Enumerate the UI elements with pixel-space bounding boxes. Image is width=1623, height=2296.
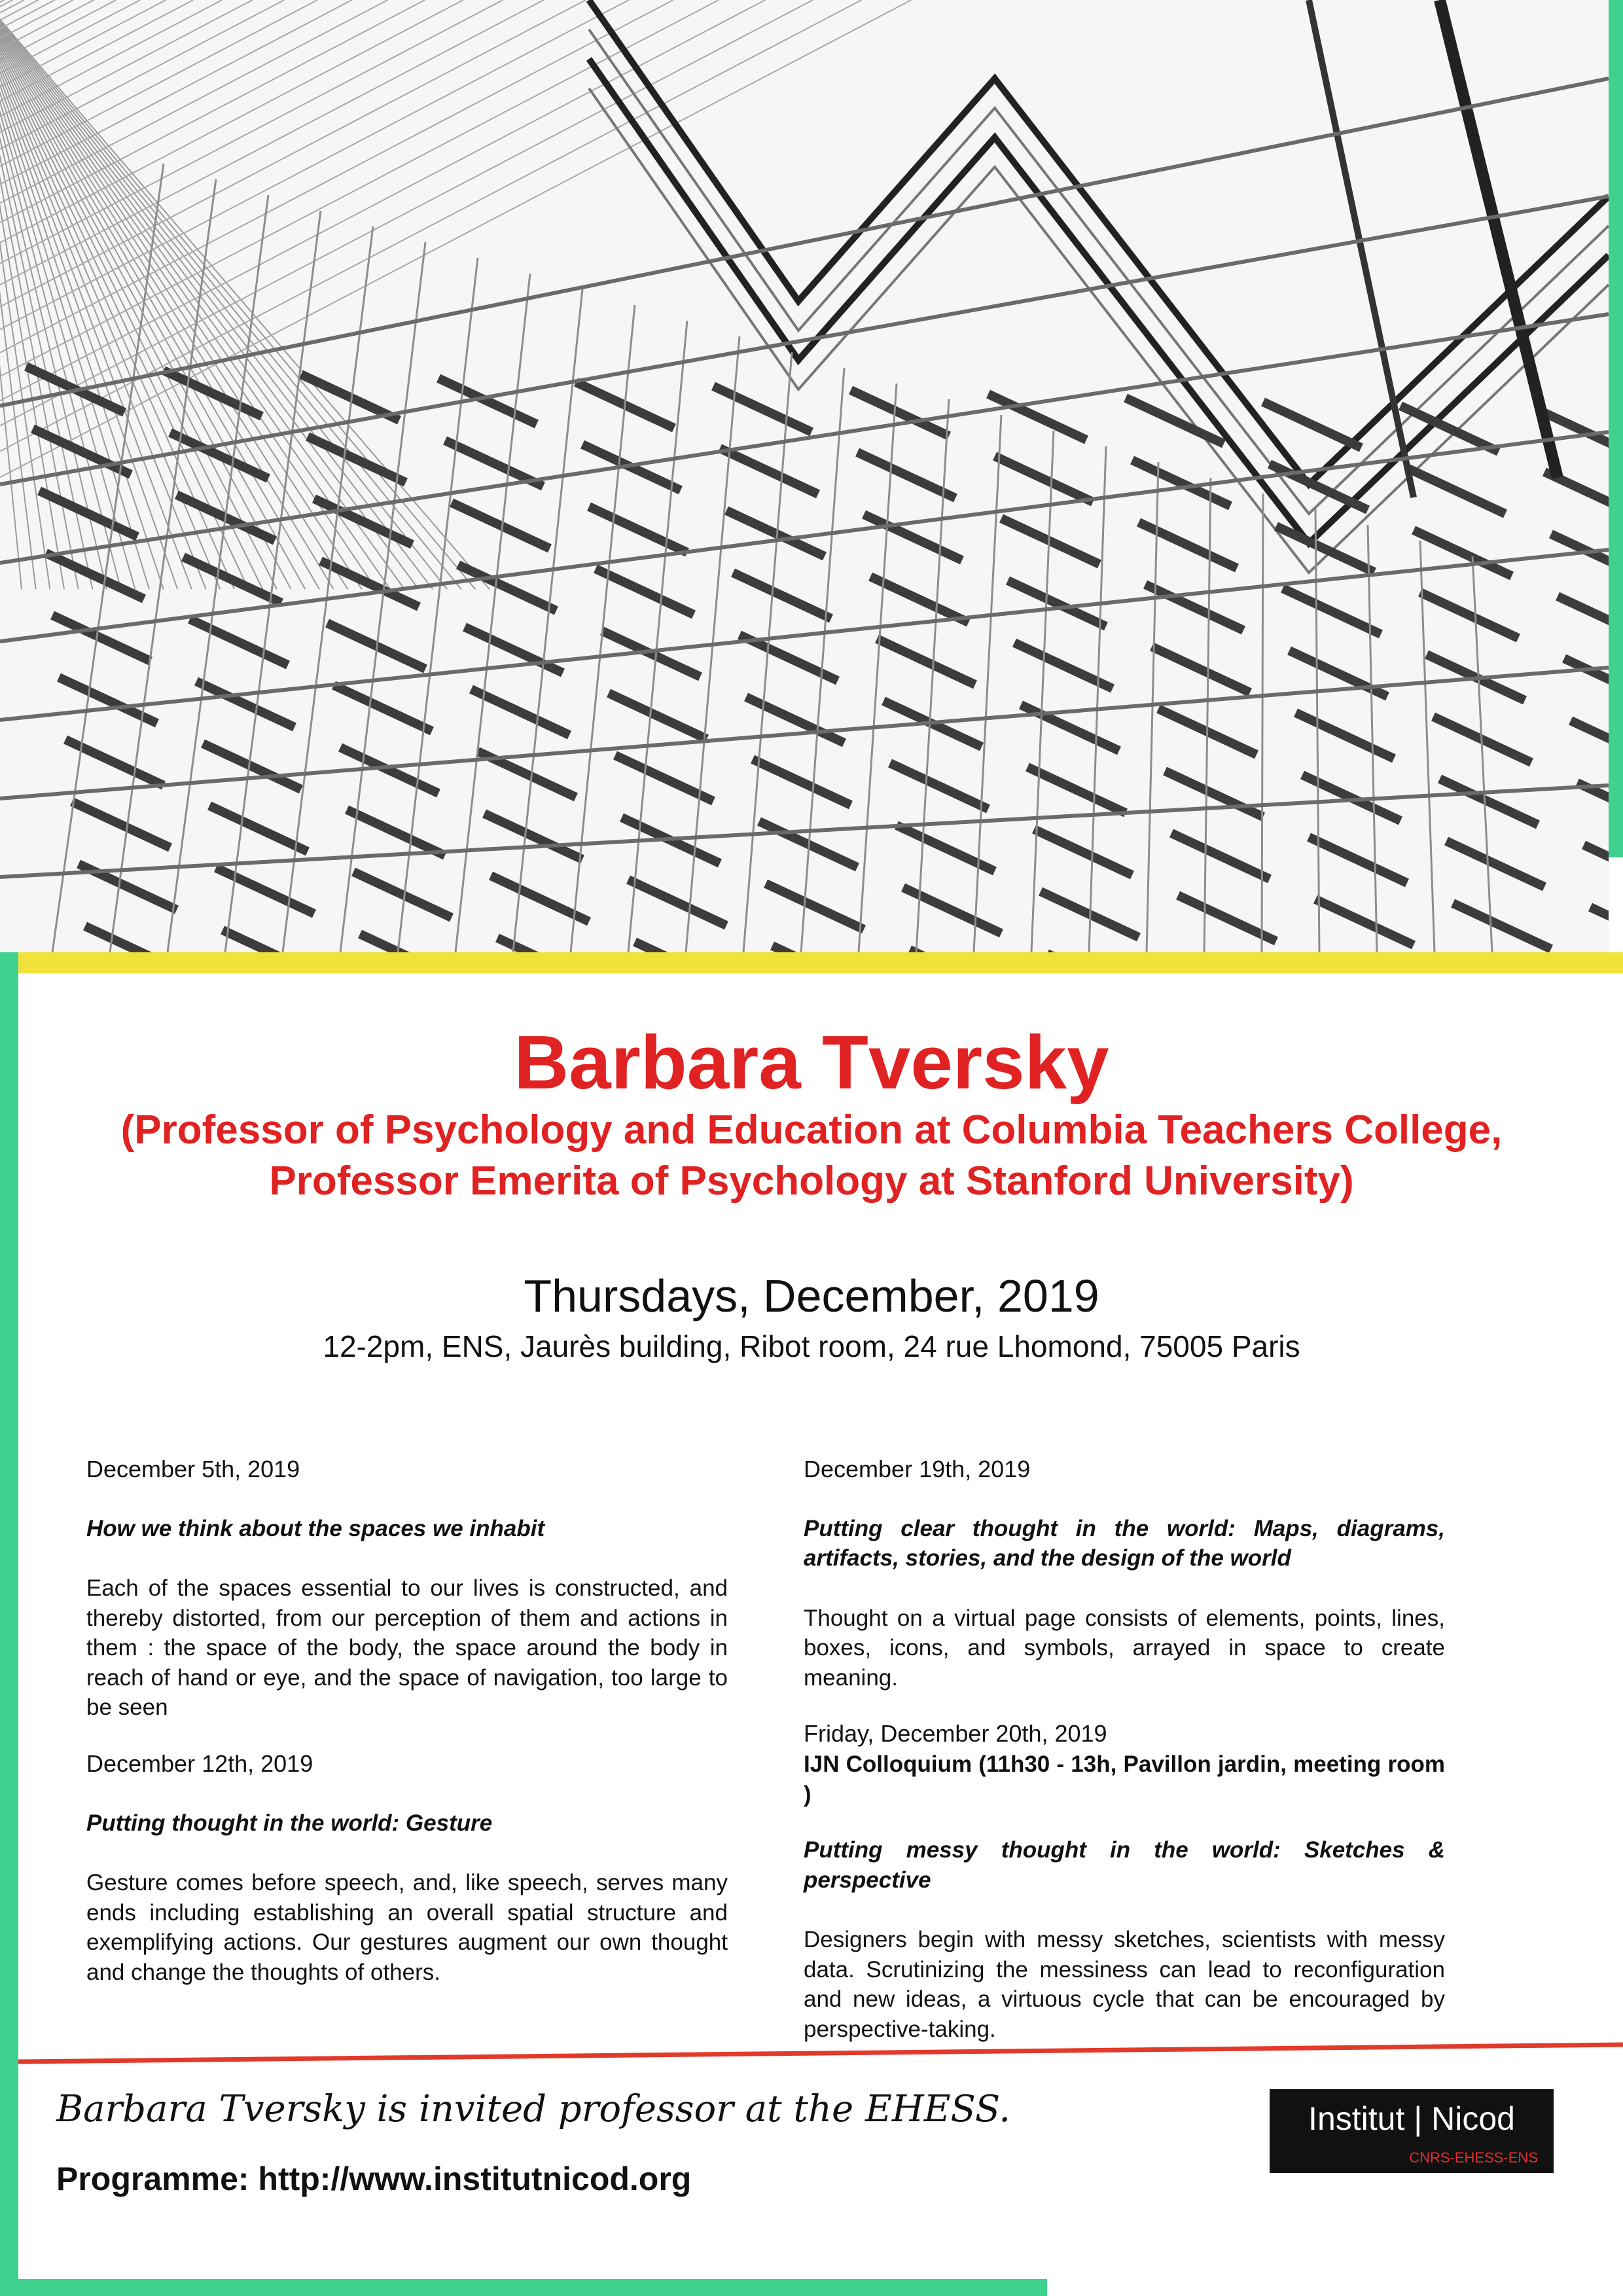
session-title: Putting messy thought in the world: Sketches & perspective <box>804 1837 1445 1893</box>
sessions-right-column <box>804 1454 1445 2070</box>
speaker-affiliation-1: (Professor of Psychology and Education at Columbia Teachers College, <box>120 1107 1503 1153</box>
logo-name: Institut | Nicod <box>1308 2100 1515 2137</box>
session-abstract: Thought on a virtual page consists of elements, points, lines, boxes, icons, and symbols, arrayed in space to create meaning. <box>804 1605 1445 1691</box>
speaker-affiliation-2: Professor Emerita of Psychology at Stanford University) <box>269 1158 1354 1204</box>
schedule-venue: 12-2pm, ENS, Jaurès building, Ribot room, 24 rue Lhomond, 75005 Paris <box>323 1329 1300 1363</box>
architecture-photo <box>0 0 1609 952</box>
session-title: Putting thought in the world: Gesture <box>86 1810 493 1836</box>
green-frame-right <box>1609 0 1623 857</box>
green-frame-bottom <box>0 2279 1047 2296</box>
session-date: December 12th, 2019 <box>86 1749 313 1777</box>
speaker-name: Barbara Tversky <box>514 1020 1109 1105</box>
institut-nicod-logo <box>1270 2089 1554 2173</box>
schedule-date: Thursdays, December, 2019 <box>524 1270 1099 1321</box>
session-subtitle: IJN Colloquium (11h30 - 13h, Pavillon jardin, meeting room ) <box>804 1751 1445 1807</box>
session-abstract: Each of the spaces essential to our lives is constructed, and thereby distorted, from our perception of them and actions in them : the space of the body, the space around the body in reach of hand or eye, and the space of navigation, too large to be seen <box>86 1575 728 1721</box>
session-abstract: Designers begin with messy sketches, scientists with messy data. Scrutinizing the messiness can lead to reconfiguration and new ideas, a virtuous cycle that can be encouraged by perspective-taking. <box>804 1927 1445 2042</box>
session-abstract: Gesture comes before speech, and, like speech, serves many ends including establishing an overall spatial structure and exemplifying actions. Our gestures augment our own thought and change the thoughts of others. <box>86 1870 728 1985</box>
invite-note: Barbara Tversky is invited professor at the EHESS. <box>56 2088 1011 2130</box>
red-divider <box>18 2041 1623 2067</box>
yellow-band <box>18 952 1623 973</box>
photo-line <box>1262 493 1263 952</box>
session-date: December 19th, 2019 <box>804 1456 1031 1482</box>
session-date: Friday, December 20th, 2019 <box>804 1720 1107 1748</box>
session-title: How we think about the spaces we inhabit <box>86 1515 545 1541</box>
session-date: December 5th, 2019 <box>86 1456 300 1482</box>
programme-link[interactable]: Programme: http://www.institutnicod.org <box>56 2161 692 2197</box>
session-title: Putting clear thought in the world: Maps, diagrams, artifacts, stories, and the design of the world <box>804 1515 1445 1571</box>
logo-subtitle: CNRS-EHESS-ENS <box>1409 2149 1538 2166</box>
sessions-left-column <box>86 1454 728 2013</box>
